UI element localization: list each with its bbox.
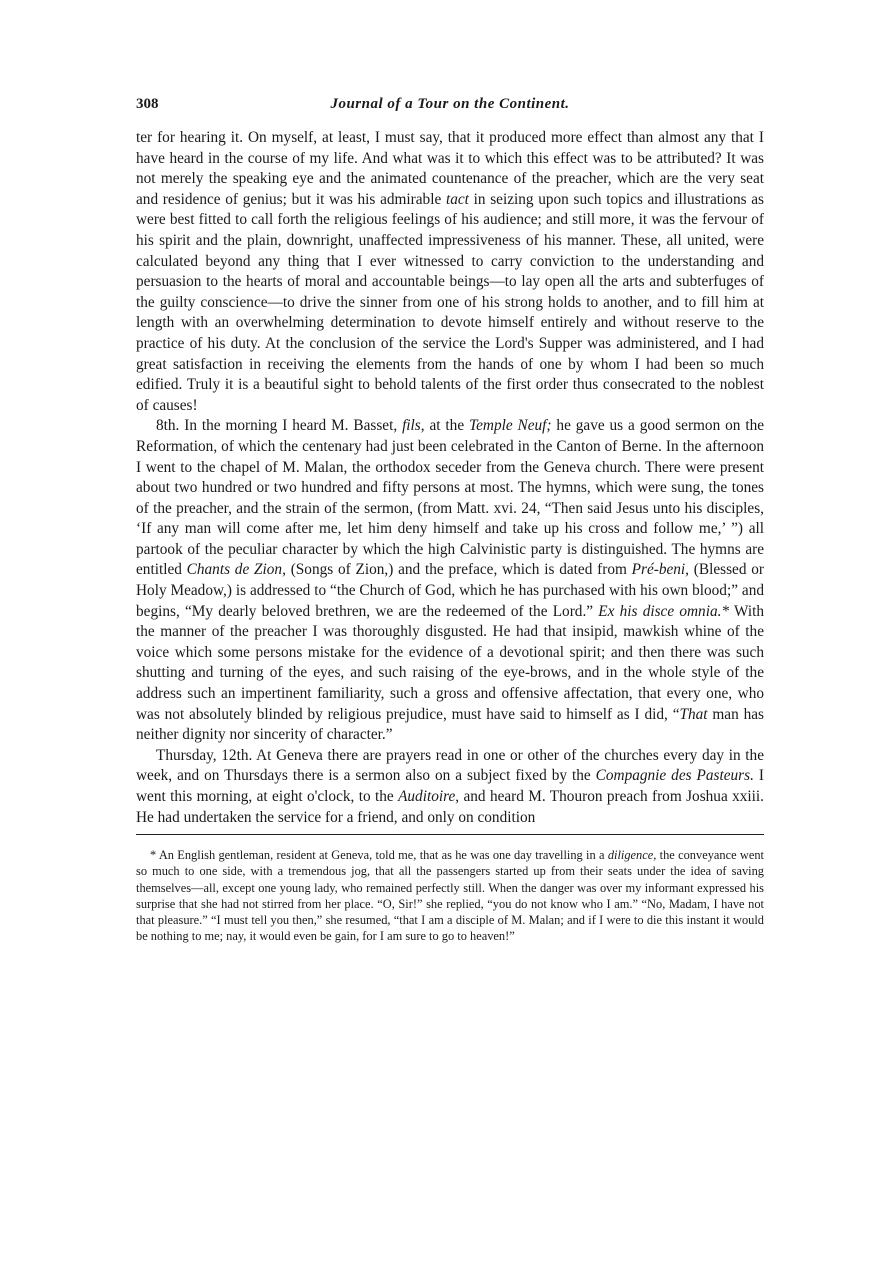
book-page	[136, 96, 764, 944]
footnote: * An English gentleman, resident at Geneva, told me, that as he was one day travelling in a diligence, the conveyance went so much to one side, with a tremendous jog, that all the passengers started up from their seats under the idea of saving themselves—all, except one young lady, who remained perfectly still. When the danger was over my informant expressed his surprise that she had not stirred from her place. “O, Sir!” she replied, “you do not know who I am.” “No, Madam, I have not that pleasure.” “I must tell you then,” she resumed, “that I am a disciple of M. Malan; and if I were to die this instant it would be nothing to me; nay, it would even be gain, for I am sure to go to heaven!”	[136, 848, 764, 944]
paragraph-8th: 8th. In the morning I heard M. Basset, fils, at the Temple Neuf; he gave us a good sermon on the Reformation, of which the centenary had just been celebrated in the Canton of Berne. In the afternoon I went to the chapel of M. Malan, the orthodox seceder from the Geneva church. There were present about two hundred or two hundred and fifty persons at most. The hymns, which were sung, the tones of the preacher, and the strain of the sermon, (from Matt. xvi. 24, “Then said Jesus unto his disciples, ‘If any man will come after me, let him deny himself and take up his cross and follow me,’ ”) all partook of the peculiar character by which the high Calvinistic party is distinguished. The hymns are entitled Chants de Zion, (Songs of Zion,) and the preface, which is dated from Pré-beni, (Blessed or Holy Meadow,) is addressed to “the Church of God, which he has purchased with his own blood;” and begins, “My dearly beloved brethren, we are the redeemed of the Lord.” Ex his disce omnia.* With the manner of the preacher I was thoroughly disgusted. He had that insipid, mawkish whine of the voice which some persons mistake for the evidence of a devotional spirit; and then there was such shutting and turning of the eyes, and such raising of the eye-brows, and in the whole style of the address such an impertinent familiarity, such a gross and offensive affectation, that every one, who was not absolutely blinded by religious prejudice, must have said to himself as I did, “That man has neither dignity nor sincerity of character.”	[136, 417, 765, 744]
running-title: Journal of a Tour on the Continent.	[330, 96, 570, 112]
body-text	[136, 128, 764, 828]
footnote-rule	[136, 834, 764, 835]
running-head	[136, 96, 764, 120]
paragraph-thursday: Thursday, 12th. At Geneva there are prayers read in one or other of the churches every day in the week, and on Thursdays there is a sermon also on a subject fixed by the Compagnie des Pasteurs. I went this morning, at eight o'clock, to the Auditoire, and heard M. Thouron preach from Joshua xxiii. He had undertaken the service for a friend, and only on condition	[136, 746, 764, 826]
page-number: 308	[136, 96, 159, 112]
paragraph-continuation: ter for hearing it. On myself, at least, I must say, that it produced more effect than almost any that I have heard in the course of my life. And what was it to which this effect was to be attributed? It was not merely the speaking eye and the animated countenance of the preacher, which are the very seat and residence of genius; but it was his admirable tact in seizing upon such topics and illustrations as were best fitted to call forth the religious feelings of his audience; and still more, it was the fervour of his spirit and the plain, downright, unaffected impressiveness of his manner. These, all united, were calculated beyond any thing that I ever witnessed to carry conviction to the understanding and persuasion to the hearts of moral and accountable beings—to lay open all the arts and subterfuges of the guilty conscience—to drive the sinner from one of his strong holds to another, and to fill him at length with an overwhelming determination to devote himself entirely and without reserve to the practice of his duty. At the conclusion of the service the Lord's Supper was administered, and I had great satisfaction in receiving the elements from the hands of one by whom I had been so much edified. Truly it is a beautiful sight to behold talents of the first order thus consecrated to the noblest of causes!	[136, 129, 764, 414]
